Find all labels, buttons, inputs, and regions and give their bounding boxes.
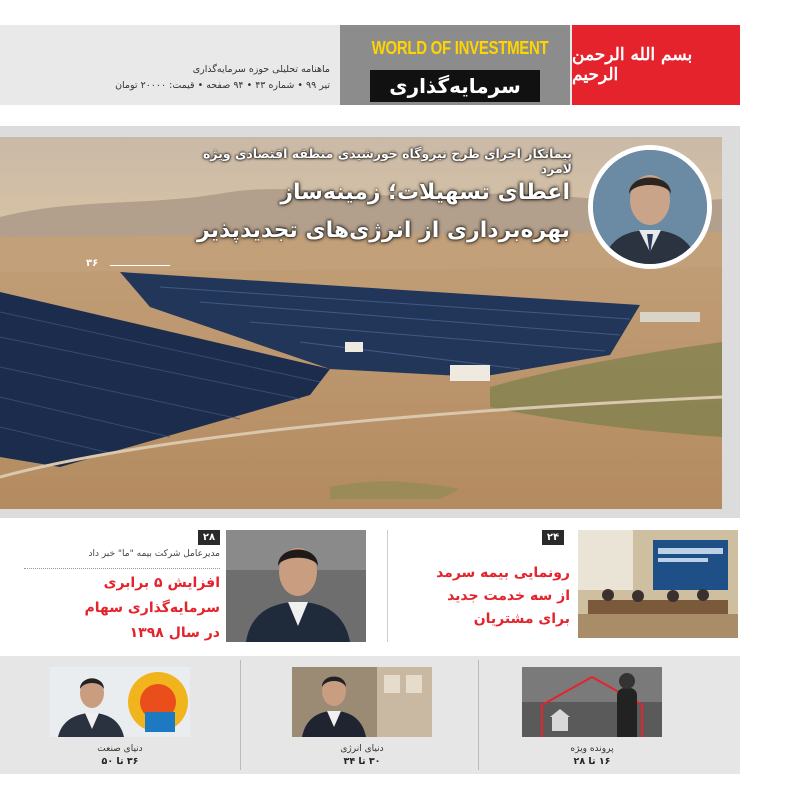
- section-energy-pages: ۳۰ تا ۳۴: [343, 756, 381, 767]
- middle-divider: [387, 530, 388, 642]
- story-left-divider: [24, 568, 220, 569]
- section-energy-label: دنیای انرژی: [340, 744, 384, 754]
- story-right-title-line3[interactable]: برای مشتریان: [473, 611, 570, 627]
- hero-headline-line1[interactable]: اعطای تسهیلات؛ زمینه‌ساز: [280, 180, 570, 205]
- magazine-subtitle: ماهنامه تحلیلی حوزه سرمایه‌گذاری: [192, 64, 330, 75]
- bismillah-banner: بسم الله الرحمن الرحيم: [572, 25, 740, 105]
- section-divider-1: [240, 660, 241, 770]
- story-left-caption: مدیرعامل شرکت بیمه "ما" خبر داد: [88, 549, 220, 559]
- section-special-label: پرونده ویژه: [570, 744, 614, 754]
- masthead-english-title: WORLD OF INVESTMENT: [371, 37, 549, 60]
- section-industry-pages: ۳۶ تا ۵۰: [101, 756, 139, 767]
- hero-kicker: پیمانکار اجرای طرح نیروگاه خورشیدی منطقه اقتصادی ویژه لامرد: [202, 146, 572, 176]
- hero-page-number: ۳۶: [86, 258, 99, 269]
- masthead-persian-title: [370, 70, 540, 102]
- issue-info: تیر ۹۹ • شماره ۴۳ • ۹۴ صفحه • قیمت: ۲۰۰۰۰ تومان: [115, 80, 330, 91]
- section-special-pages: ۱۶ تا ۲۸: [573, 756, 611, 767]
- section-industry-label: دنیای صنعت: [97, 744, 143, 754]
- portrait-photo: [588, 145, 712, 269]
- story-right-page-number: ۲۴: [542, 530, 564, 545]
- section-special-thumb[interactable]: [522, 667, 662, 737]
- story-right-title-line1[interactable]: رونمایی بیمه سرمد: [436, 565, 570, 581]
- story-left-photo: [226, 530, 366, 642]
- story-left-title-line2[interactable]: سرمایه‌گذاری سهام: [84, 600, 220, 616]
- section-energy-thumb[interactable]: [292, 667, 432, 737]
- section-industry-thumb[interactable]: [50, 667, 190, 737]
- story-right-title-line2[interactable]: از سه خدمت جدید: [447, 588, 570, 604]
- story-left-page-number: ۲۸: [198, 530, 220, 545]
- story-right-photo: [578, 530, 738, 638]
- masthead-persian-label: سرمایه‌گذاری: [389, 74, 521, 98]
- story-left-title-line1[interactable]: افزایش ۵ برابری: [103, 575, 220, 591]
- section-divider-2: [478, 660, 479, 770]
- hero-page-rule: [110, 265, 170, 266]
- story-left-title-line3[interactable]: در سال ۱۳۹۸: [129, 625, 220, 641]
- hero-headline-line2[interactable]: بهره‌برداری از انرژی‌های تجدیدپذیر: [197, 218, 570, 243]
